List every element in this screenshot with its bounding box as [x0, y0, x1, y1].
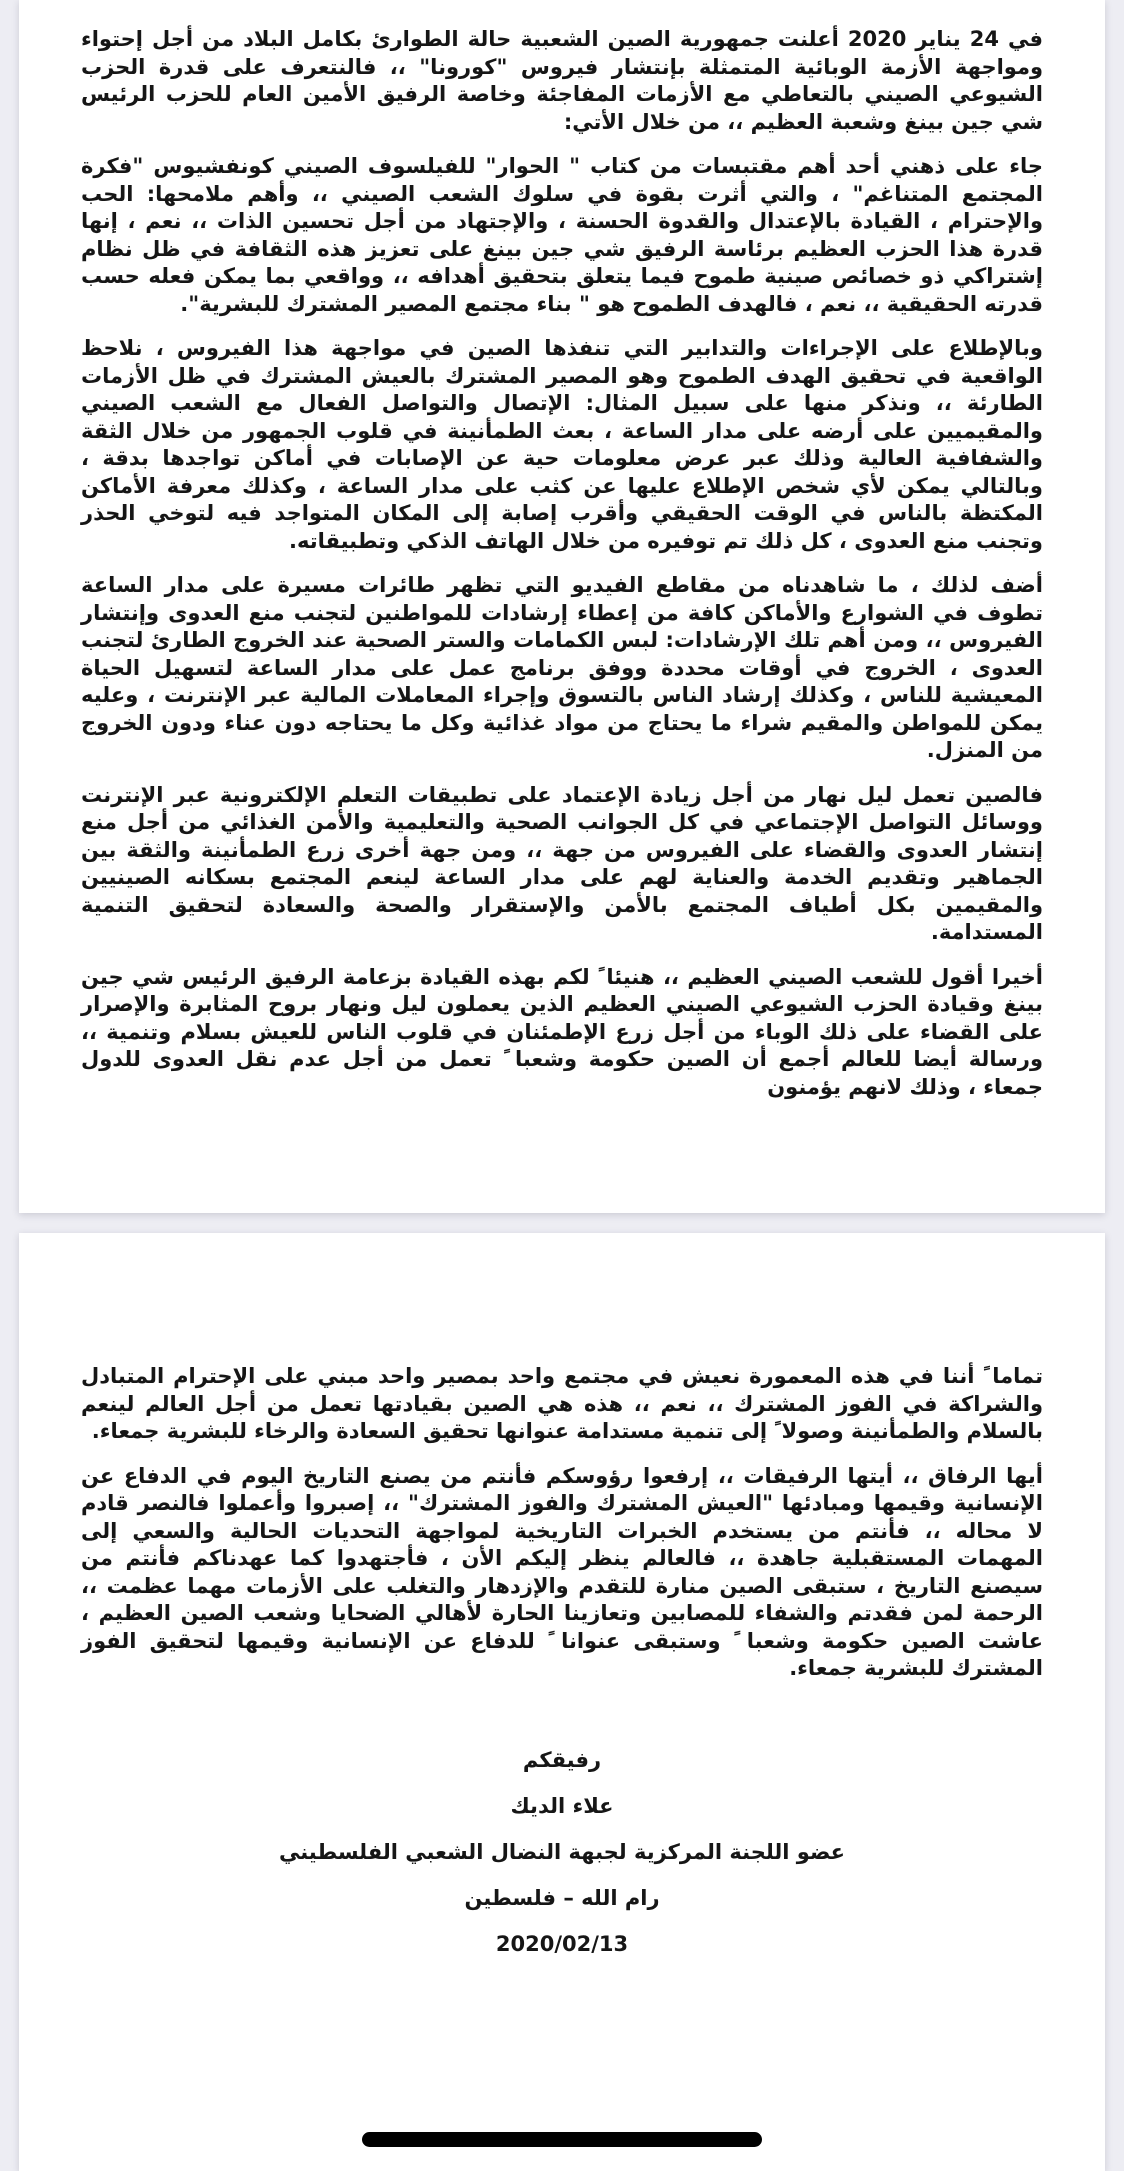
- document-page-2: [19, 1233, 1105, 2171]
- signature-date: 2020/02/13: [495, 1931, 629, 1956]
- paragraph: أخيرا أقول للشعب الصيني العظيم ،، هنيئا ً لكم بهذه القيادة بزعامة الرفيق الرئيس شي جين بينغ وقيادة الحزب الشيوعي الصيني العظيم الذين يعملون ليل ونهار بروح المثابرة والإصرار على القضاء على ذلك الوباء من أجل زرع الإطمئنان في قلوب الناس للعيش بسلام وتنمية ،، ورسالة أيضا للعالم أجمع أن الصين حكومة وشعبا ً تعمل من أجل عدم نقل العدوى للدول جمعاء ، وذلك لانهم يؤمنون: [81, 964, 1043, 1099]
- paragraph: جاء على ذهني أحد أهم مقتبسات من كتاب " الحوار" للفيلسوف الصيني كونفشيوس "فكرة المجتمع المتناغم" ، والتي أثرت بقوة في سلوك الشعب الصيني ،، وأهم ملامحها: الحب والإحترام ، القيادة بالإعتدال والقدوة الحسنة ، والإجتهاد من أجل تحسين الذات ،، نعم ، إنها قدرة هذا الحزب العظيم برئاسة الرفيق شي جين بينغ على تعزيز هذه الثقافة في ظل نظام إشتراكي ذو خصائص صينية طموح فيما يتعلق بتحقيق أهدافه ،، وواقعي بما يمكن فعله حسب قدرته الحقيقية ،، نعم ، فالهدف الطموح هو " بناء مجتمع المصير المشترك للبشرية".: [81, 154, 1043, 316]
- signature-location: رام الله – فلسطين: [464, 1885, 660, 1910]
- home-indicator-bar[interactable]: [362, 2132, 762, 2147]
- signature-name: علاء الديك: [510, 1793, 614, 1818]
- paragraph: تماما ً أننا في هذه المعمورة نعيش في مجتمع واحد بمصير واحد مبني على الإحترام المتبادل والشراكة في الفوز المشترك ،، نعم ،، هذه هي الصين بقيادتها تعمل من أجل العالم لينعم بالسلام والطمأنينة وصولا ً إلى تنمية مستدامة عنوانها تحقيق السعادة والرخاء للبشرية جمعاء.: [81, 1364, 1043, 1443]
- paragraph: أضف لذلك ، ما شاهدناه من مقاطع الفيديو التي تظهر طائرات مسيرة على مدار الساعة تطوف في الشوارع والأماكن كافة من إعطاء إرشادات للمواطنين لتجنب منع العدوى وإنتشار الفيروس ،، ومن أهم تلك الإرشادات: لبس الكمامات والستر الصحية عند الخروج الطارئ لتجنب العدوى ، الخروج في أوقات محددة ووفق برنامج عمل على مدار الساعة لتسهيل الحياة المعيشية للناس ، وكذلك إرشاد الناس بالتسوق وإجراء المعاملات المالية عبر الإنترنت ، وعليه يمكن للمواطن والمقيم شراء ما يحتاج من مواد غذائية وكل ما يحتاجه دون عناء ودون الخروج من المنزل.: [81, 573, 1043, 762]
- paragraph: وبالإطلاع على الإجراءات والتدابير التي تنفذها الصين في مواجهة هذا الفيروس ، نلاحظ الواقعية في تحقيق الهدف الطموح وهو المصير المشترك بالعيش المشترك في ظل الأزمات الطارئة ،، ونذكر منها على سبيل المثال: الإتصال والتواصل الفعال مع الشعب الصيني والمقيميين على أرضه على مدار الساعة ، بعث الطمأنينة في قلوب الجمهور من خلال الثقة والشفافية العالية وذلك عبر عرض معلومات حية عن الإصابات في أماكن تواجدها بدقة ، وبالتالي يمكن لأي شخص الإطلاع عليها عن كثب على مدار الساعة ، وكذلك معرفة الأماكن المكتظة بالناس في الوقت الحقيقي وأقرب إصابة إلى المكان المتواجد فيه لتوخي الحذر وتجنب منع العدوى ، كل ذلك تم توفيره من خلال الهاتف الذكي وتطبيقاته.: [81, 336, 1043, 553]
- document-page-1: [19, 0, 1105, 1213]
- page-1-text: [81, 26, 1043, 1101]
- signature-salutation: رفيقكم: [522, 1747, 602, 1772]
- page-2-text: [81, 1363, 1043, 1683]
- paragraph: في 24 يناير 2020 أعلنت جمهورية الصين الشعبية حالة الطوارئ بكامل البلاد من أجل إحتواء ومواجهة الأزمة الوبائية المتمثلة بإنتشار فيروس "كورونا" ،، فالنتعرف على قدرة الحزب الشيوعي الصيني بالتعاطي مع الأزمات المفاجئة وخاصة الرفيق الأمين العام للحزب الرئيس شي جين بينغ وشعبة العظيم ،، من خلال الأتي:: [81, 27, 1044, 134]
- signature-block: [81, 1747, 1043, 1958]
- signature-title: عضو اللجنة المركزية لجبهة النضال الشعبي الفلسطيني: [278, 1839, 846, 1864]
- paragraph: أيها الرفاق ،، أيتها الرفيقات ،، إرفعوا رؤوسكم فأنتم من يصنع التاريخ اليوم في الدفاع عن الإنسانية وقيمها ومبادئها "العيش المشترك والفوز المشترك" ،، إصبروا وأعملوا فالنصر قادم لا محاله ،، فأنتم من يستخدم الخبرات التاريخية لمواجهة التحديات الحالية والسعي إلى المهمات المستقبلية جاهدة ،، فالعالم ينظر إليكم الأن ، فأجتهدوا كما عهدناكم فأنتم من سيصنع التاريخ ، ستبقى الصين منارة للتقدم والإزدهار والتغلب على الأزمات مهما عظمت ،، الرحمة لمن فقدتم والشفاء للمصابين وتعازينا الحارة لأهالي الضحايا وشعب الصين العظيم ، عاشت الصين حكومة وشعبا ً وستبقى عنوانا ً للدفاع عن الإنسانية وقيمها لتحقيق الفوز المشترك للبشرية جمعاء.: [81, 1463, 1043, 1680]
- paragraph: فالصين تعمل ليل نهار من أجل زيادة الإعتماد على تطبيقات التعلم الإلكترونية عبر الإنترنت ووسائل التواصل الإجتماعي في كل الجوانب الصحية والتعليمية والأمن الغذائي من أجل منع إنتشار العدوى والقضاء على الفيروس من جهة ،، ومن جهة أخرى زرع الطمأنينة والثقة بين الجماهير وتقديم الخدمة والعناية لهم على مدار الساعة لينعم المجتمع بسكانه الصينيين والمقيمين بكل أطياف المجتمع بالأمن والإستقرار والصحة والسعادة لتحقيق التنمية المستدامة.: [81, 782, 1043, 944]
